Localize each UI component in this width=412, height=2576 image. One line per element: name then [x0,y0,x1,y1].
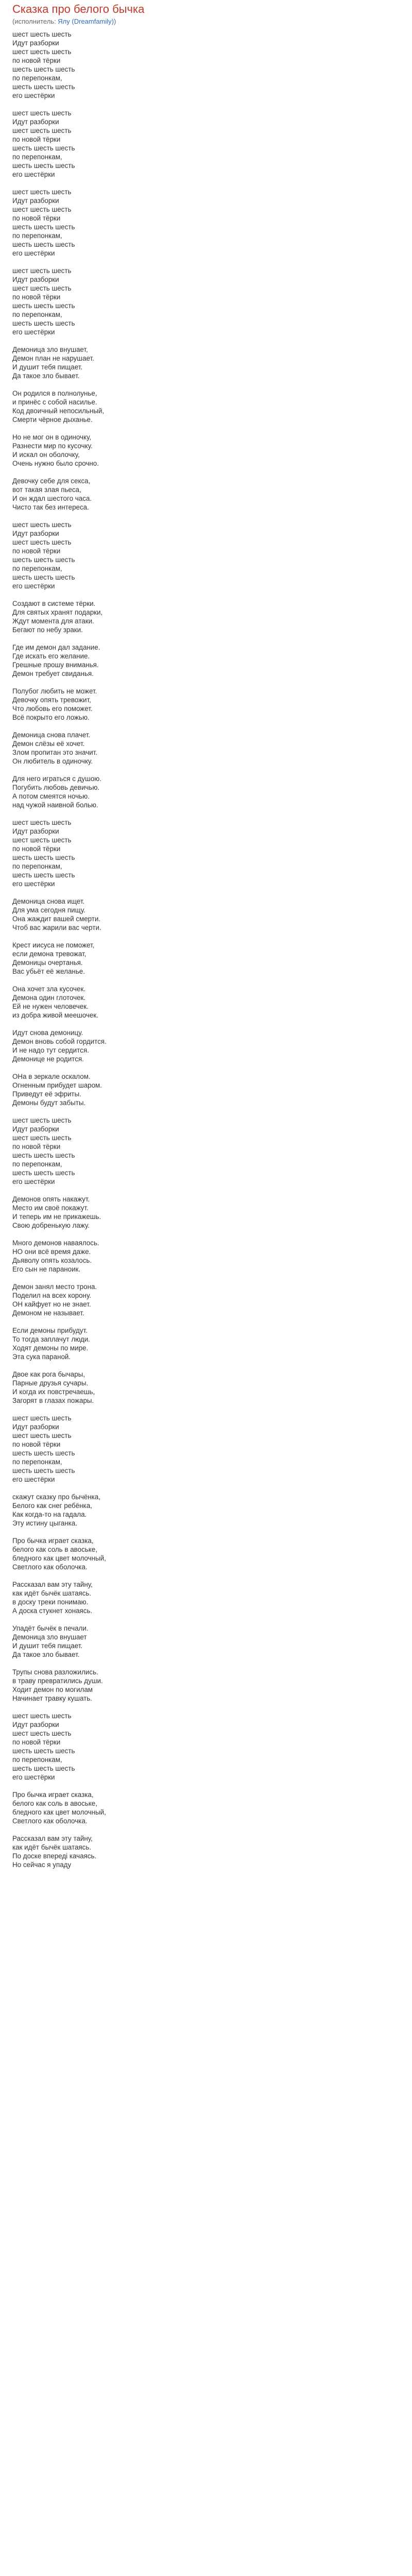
lyrics-line: Идут снова демоницу. [12,1029,83,1037]
lyrics-line: Рассказал вам эту тайну, [12,1581,93,1588]
lyrics-line: Идут разборки [12,276,59,283]
lyrics-line: Белого как снег ребёнка, [12,1502,92,1510]
lyrics-line: по новой тёрки [12,135,61,143]
lyrics-line: Демон требует свиданья. [12,670,94,677]
lyrics-line: Но не мог он в одиночку, [12,433,92,441]
lyrics-line: Вас убьёт её желанье. [12,968,85,975]
lyrics-line: скажут сказку про бычёнка, [12,1493,100,1501]
lyrics-line: его шестёрки [12,880,55,888]
lyrics-line: Чтоб вас жарили вас черти. [12,924,101,931]
lyrics-line: Смерти чёрное дыханье. [12,416,93,423]
lyrics-line: НО они всё время даже. [12,1248,91,1256]
lyrics-line: Идут разборки [12,197,59,205]
lyrics-line: Демоница зло внушает, [12,346,88,353]
lyrics-line: И душит тебя пищает. [12,1642,83,1650]
lyrics-line: по новой тёрки [12,293,61,301]
lyrics-line: шесть шесть шесть [12,854,75,861]
lyrics-text [12,30,301,1878]
lyrics-line: шест шесть шесть [12,284,72,292]
lyrics-line: Да такое зло бывает. [12,372,80,380]
lyrics-line: Разнести мир по кусочку. [12,442,93,450]
lyrics-line: Ходит демон по могилам [12,1686,93,1693]
lyrics-stanza [12,109,301,179]
lyrics-stanza [12,520,301,590]
lyrics-line: А потом смеятся ночью. [12,792,90,800]
lyrics-line: Рассказал вам эту тайну, [12,1835,93,1842]
lyrics-line: как идёт бычёк шатаясь. [12,1589,92,1597]
lyrics-line: Демоница снова плачет. [12,731,91,739]
lyrics-line: его шестёрки [12,1476,55,1483]
lyrics-stanza [12,731,301,766]
lyrics-line: шест шесть шесть [12,1730,72,1737]
lyrics-line: Огненным прибудет шаром. [12,1081,102,1089]
lyrics-line: То тогда заплачут люди. [12,1335,90,1343]
lyrics-line: по новой тёрки [12,1738,61,1746]
lyrics-stanza [12,941,301,976]
lyrics-stanza [12,1790,301,1825]
lyrics-line: Демоном не называет. [12,1309,84,1317]
lyrics-line: Идут разборки [12,1125,59,1133]
lyrics-line: И душит тебя пищает. [12,363,83,371]
lyrics-line: Ей не нужен человечек. [12,1003,89,1010]
lyrics-line: шест шесть шесть [12,267,72,275]
lyrics-line: шесть шесть шесть [12,1747,75,1755]
lyrics-line: Полубог любить не может. [12,687,97,695]
lyrics-line: Светлого как оболочка. [12,1563,88,1571]
lyrics-line: Девочку себе для секса, [12,477,91,485]
lyrics-line: шест шесть шесть [12,1432,72,1439]
lyrics-line: шест шесть шесть [12,1414,72,1422]
lyrics-line: И когда их повстречаешь, [12,1388,95,1396]
lyrics-line: Где искать его желание. [12,652,90,660]
lyrics-line: его шестёрки [12,1773,55,1781]
lyrics-line: по новой тёрки [12,57,61,64]
lyrics-line: по перепонкам, [12,1756,62,1764]
lyrics-line: Демоницы очертанья. [12,959,83,967]
lyrics-line: шест шесть шесть [12,521,72,529]
lyrics-line: Много демонов наваялось. [12,1239,99,1247]
lyrics-line: по новой тёрки [12,845,61,853]
lyrics-stanza [12,1834,301,1869]
lyrics-line: Поделил на всех корону. [12,1292,92,1299]
lyrics-stanza [12,818,301,888]
lyrics-line: Она хочет зла кусочек. [12,985,86,993]
lyrics-line: шест шесть шесть [12,1712,72,1720]
lyrics-line: Для святых хранят подарки, [12,608,103,616]
lyrics-line: Грешные прошу вниманья. [12,661,99,669]
lyrics-line: по перепонкам, [12,232,62,240]
lyrics-line: шесть шесть шесть [12,1765,75,1772]
lyrics-line: его шестёрки [12,1178,55,1185]
lyrics-stanza [12,1711,301,1782]
lyrics-line: ОН кайфует но не знает. [12,1300,91,1308]
lyrics-line: шесть шесть шесть [12,83,75,91]
lyrics-line: шесть шесть шесть [12,241,75,248]
lyrics-line: шест шесть шесть [12,127,72,134]
lyrics-line: белого как соль в авоське, [12,1546,97,1553]
lyrics-stanza [12,1668,301,1703]
lyrics-line: по перепонкам, [12,1458,62,1466]
lyrics-line: шест шесть шесть [12,206,72,213]
lyrics-line: Демон слёзы её хочет. [12,740,85,748]
lyrics-line: по новой тёрки [12,1143,61,1150]
lyrics-line: Всё покрыто его ложью. [12,714,90,721]
lyrics-line: Загорят в глазах пожары. [12,1397,94,1404]
lyrics-line: шесть шесть шесть [12,319,75,327]
lyrics-stanza [12,1116,301,1186]
lyrics-line: Чисто так без интереса. [12,503,89,511]
lyrics-line: из добра живой меешочек. [12,1011,98,1019]
lyrics-line: шест шесть шесть [12,30,72,38]
lyrics-line: Двое как рога бычары, [12,1370,85,1378]
lyrics-line: Идут разборки [12,1423,59,1431]
lyrics-line: над чужой наивной болью. [12,801,98,809]
lyrics-line: Идут разборки [12,530,59,537]
lyrics-line: шест шесть шесть [12,1134,72,1142]
lyrics-line: Идут разборки [12,118,59,126]
lyrics-line: Очень нужно было срочно. [12,460,99,467]
lyrics-line: по перепонкам, [12,1160,62,1168]
lyrics-line: его шестёрки [12,328,55,336]
lyrics-line: И не надо тут сердится. [12,1046,89,1054]
lyrics-line: Его сын не параноик. [12,1265,81,1273]
lyrics-line: Трупы снова разложились. [12,1668,98,1676]
lyrics-line: Демоны будут забыты. [12,1099,86,1107]
lyrics-line: шесть шесть шесть [12,1449,75,1457]
lyrics-line: его шестёрки [12,582,55,590]
lyrics-line: Про бычка играет сказка, [12,1537,94,1545]
lyrics-stanza [12,1239,301,1274]
lyrics-stanza [12,1624,301,1659]
lyrics-line: шесть шесть шесть [12,871,75,879]
lyrics-line: шесть шесть шесть [12,1169,75,1177]
lyrics-stanza [12,1414,301,1484]
lyrics-stanza [12,433,301,468]
lyrics-line: его шестёрки [12,92,55,99]
lyrics-line: шесть шесть шесть [12,573,75,581]
lyrics-line: Начинает травку кушать. [12,1694,92,1702]
lyrics-line: Погубить любовь девичью. [12,784,100,791]
lyrics-line: шест шесть шесть [12,836,72,844]
lyrics-line: шесть шесть шесть [12,1151,75,1159]
lyrics-line: Идут разборки [12,39,59,47]
lyrics-stanza [12,1195,301,1230]
lyrics-line: шест шесть шесть [12,538,72,546]
lyrics-line: шесть шесть шесть [12,556,75,564]
lyrics-line: Эта сука параной. [12,1353,71,1361]
lyrics-line: Но сейчас я упаду [12,1861,72,1869]
lyrics-line: Свою добренькую лажу. [12,1222,90,1229]
lyrics-stanza [12,985,301,1020]
lyrics-line: Место им своё покажут. [12,1204,89,1212]
subtitle-prefix: (исполнитель: [12,18,58,25]
lyrics-line: в траву превратились души. [12,1677,103,1685]
lyrics-line: Идут разборки [12,827,59,835]
lyrics-line: шесть шесть шесть [12,144,75,152]
lyrics-line: Он любитель в одиночку. [12,757,93,765]
lyrics-line: и принёс с собой насилье. [12,398,97,406]
lyrics-line: Идут разборки [12,1721,59,1728]
lyrics-line: шест шесть шесть [12,109,72,117]
lyrics-line: шест шесть шесть [12,188,72,196]
artist-link[interactable]: Ялy (Dreamfamily) [58,18,114,25]
lyrics-line: Что любовь его поможет. [12,705,93,713]
lyrics-line: шесть шесть шесть [12,1467,75,1475]
lyrics-line: его шестёрки [12,171,55,178]
lyrics-line: Демон вновь собой гордится. [12,1038,107,1045]
lyrics-line: если демона тревожат, [12,950,87,958]
lyrics-line: по новой тёрки [12,547,61,555]
lyrics-stanza [12,477,301,512]
lyrics-line: А доска стукнет хонаясь. [12,1607,93,1615]
lyrics-line: в доску треки понимаю. [12,1598,89,1606]
lyrics-line: Бегают по небу зраки. [12,626,83,634]
lyrics-line: бледного как цвет молочный, [12,1808,106,1816]
lyrics-line: Создают в системе тёрки. [12,600,96,607]
lyrics-line: Демон занял место трона. [12,1283,97,1291]
lyrics-line: Ходят демоны по мире. [12,1344,89,1352]
lyrics-line: бледного как цвет молочный, [12,1554,106,1562]
lyrics-line: Она жаждит вашей смерти. [12,915,101,923]
lyrics-line: по новой тёрки [12,214,61,222]
lyrics-line: по перепонкам, [12,74,62,82]
lyrics-stanza [12,1326,301,1361]
lyrics-line: Демоница снова ищет. [12,897,85,905]
lyrics-line: Где им демон дал задание. [12,643,100,651]
lyrics-stanza [12,897,301,932]
lyrics-line: шесть шесть шесть [12,302,75,310]
lyrics-line: по перепонкам, [12,862,62,870]
lyrics-stanza [12,389,301,424]
lyrics-stanza [12,774,301,809]
lyrics-line: шест шесть шесть [12,48,72,56]
lyrics-stanza [12,1282,301,1317]
song-subtitle [12,18,116,26]
lyrics-stanza [12,1536,301,1571]
lyrics-line: вот такая злая пьеса, [12,486,81,494]
lyrics-line: Злом пропитан это значит. [12,749,98,756]
lyrics-line: как идёт бычёк шатаясь. [12,1843,92,1851]
lyrics-line: Он родился в полнолунье, [12,389,97,397]
song-title: Сказка про белого бычка [12,3,145,15]
lyrics-stanza [12,1493,301,1528]
lyrics-line: Для него играться с душою. [12,775,102,783]
lyrics-line: Дьяволу опять козалось. [12,1257,92,1264]
lyrics-line: Упадёт бычёк в печали. [12,1624,89,1632]
lyrics-line: Код двоичный непосильный, [12,407,105,415]
lyrics-line: Приведут её эфриты. [12,1090,81,1098]
lyrics-line: шесть шесть шесть [12,223,75,231]
lyrics-line: его шестёрки [12,249,55,257]
lyrics-line: по перепонкам, [12,311,62,318]
lyrics-line: Да такое зло бывает. [12,1651,80,1658]
lyrics-line: И он ждал шестого часа. [12,495,92,502]
lyrics-line: шест шесть шесть [12,1116,72,1124]
lyrics-line: Если демоны прибудут. [12,1327,88,1334]
lyrics-line: шесть шесть шесть [12,162,75,170]
lyrics-line: по перепонкам, [12,565,62,572]
lyrics-stanza [12,30,301,100]
lyrics-stanza [12,599,301,634]
lyrics-line: по перепонкам, [12,153,62,161]
lyrics-line: Демоница зло внушает [12,1633,87,1641]
lyrics-line: Эту истину цыганка. [12,1519,77,1527]
lyrics-line: Демонице не родится. [12,1055,84,1063]
lyrics-line: Демона один глоточек. [12,994,86,1002]
lyrics-line: Про бычка играет сказка, [12,1791,94,1799]
lyrics-line: Демон план не нарушает. [12,354,94,362]
lyrics-stanza [12,345,301,380]
lyrics-line: Светлого как оболочка. [12,1817,88,1825]
lyrics-stanza [12,188,301,258]
lyrics-line: Ждут момента для атаки. [12,617,94,625]
lyrics-line: Крест иисуса не поможет, [12,941,95,949]
lyrics-line: белого как соль в авоське, [12,1800,97,1807]
lyrics-line: Как когда-то на гадала. [12,1511,87,1518]
lyrics-line: шест шесть шесть [12,819,72,826]
lyrics-line: И искал он оболочку, [12,451,80,459]
lyrics-line: по новой тёрки [12,1440,61,1448]
subtitle-suffix: ) [114,18,116,25]
lyrics-stanza [12,1580,301,1615]
lyrics-line: Демонов опять накажут. [12,1195,90,1203]
lyrics-stanza [12,687,301,722]
lyrics-line: По доске впереді качаясь. [12,1852,97,1860]
lyrics-line: ОНа в зеркале оскалом. [12,1073,91,1080]
lyrics-line: Парные друзья сучары. [12,1379,89,1387]
lyrics-stanza [12,1072,301,1107]
lyrics-stanza [12,1028,301,1063]
lyrics-stanza [12,266,301,336]
lyrics-line: шесть шесть шесть [12,65,75,73]
lyrics-stanza [12,643,301,678]
lyrics-stanza [12,1370,301,1405]
lyrics-line: Девочку опять тревожит, [12,696,91,704]
lyrics-line: И теперь им не прикажешь. [12,1213,101,1221]
lyrics-line: Для ума сегодня пищу. [12,906,85,914]
